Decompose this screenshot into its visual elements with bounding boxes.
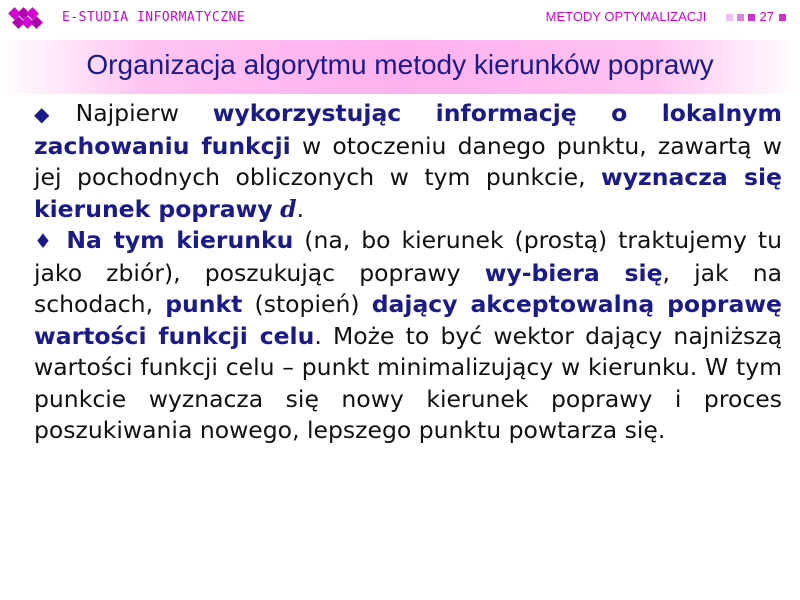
text-run: Najpierw — [75, 99, 213, 127]
diamond-bullet-icon: ♦ — [34, 229, 56, 253]
highlight-text: dający akceptowalną poprawę wartości funkcji celu — [34, 290, 782, 350]
slide-title: Organizacja algorytmu metody kierunków poprawy — [86, 49, 714, 80]
highlight-text: wyznacza się kierunek poprawy — [34, 163, 782, 223]
highlight-text: wy-biera się — [484, 258, 663, 287]
decor-square-icon — [748, 14, 755, 21]
text-run: . — [296, 194, 305, 223]
text-run: . Może to być wektor dający najniższą wartości funkcji celu – punkt minimalizujący w kierunku. W tym punkcie wyznacza się nowy kierunek poprawy i proces poszukiwania nowego, lepszego punktu powtarza się. — [34, 321, 782, 444]
logo-icon — [8, 5, 48, 35]
paragraph-2 — [34, 225, 782, 447]
diamond-bullet-icon: ◆ — [34, 102, 76, 126]
highlight-text: Na tym kierunku — [66, 226, 294, 254]
text-run: (na, bo kierunek (prostą) traktujemy tu jako zbiór), poszukując poprawy — [34, 226, 782, 287]
highlight-text: punkt — [165, 290, 243, 318]
course-name: METODY OPTYMALIZACJI — [545, 9, 707, 24]
decor-square-icon — [779, 14, 786, 21]
slide-meta — [546, 9, 788, 24]
page-number: 27 — [759, 9, 774, 24]
text-run: (stopień) — [242, 290, 372, 318]
highlight-text: wykorzystując informację o lokalnym zachowaniu funkcji — [34, 99, 783, 160]
variable-d: d — [280, 194, 297, 223]
text-run: , jak na schodach, — [34, 258, 782, 318]
brand-name: E-STUDIA INFORMATYCZNE — [62, 10, 246, 25]
decor-square-icon — [737, 14, 744, 21]
paragraph-1 — [34, 98, 782, 225]
slide-header — [0, 0, 800, 40]
slide-content — [34, 98, 782, 447]
text-run: w otoczeniu danego punktu, zawartą w jej pochodnych obliczonych w tym punkcie, — [34, 131, 782, 191]
decor-square-icon — [726, 14, 733, 21]
